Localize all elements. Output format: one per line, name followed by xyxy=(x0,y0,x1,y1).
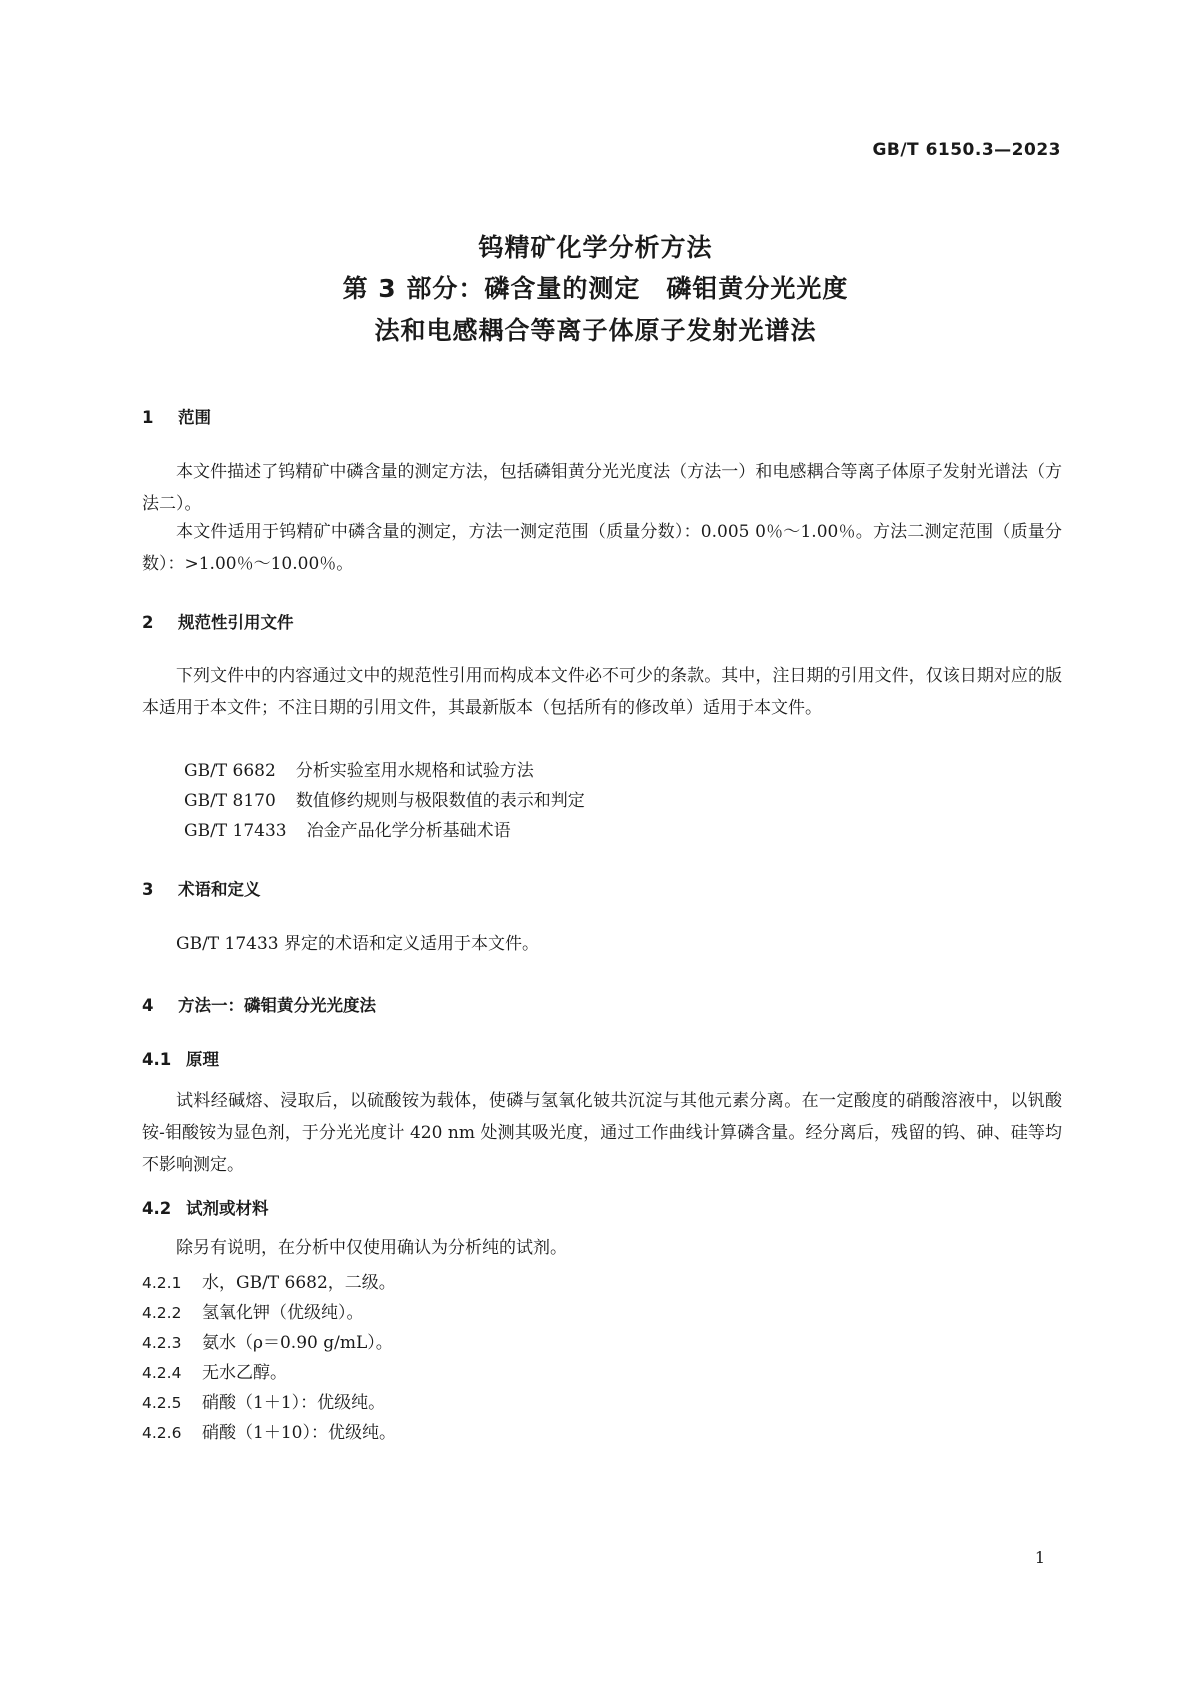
item-text: 水，GB/T 6682，二级。 xyxy=(202,1273,396,1293)
section-number: 4 xyxy=(142,996,154,1015)
reagent-item xyxy=(142,1418,396,1443)
section-title: 范围 xyxy=(178,408,211,427)
section-title: 试剂或材料 xyxy=(186,1199,269,1218)
section-title: 规范性引用文件 xyxy=(178,613,294,632)
section-number: 4.2 xyxy=(142,1199,172,1218)
section-1-paragraph-1: 本文件描述了钨精矿中磷含量的测定方法，包括磷钼黄分光光度法（方法一）和电感耦合等离子体原子发射光谱法（方法二）。 xyxy=(142,462,1062,514)
reagent-item xyxy=(142,1358,287,1383)
reagent-item xyxy=(142,1268,396,1293)
reagent-item xyxy=(142,1298,364,1323)
section-title: 原理 xyxy=(186,1050,219,1069)
section-number: 1 xyxy=(142,408,154,427)
item-number: 4.2.2 xyxy=(142,1304,182,1322)
section-title: 术语和定义 xyxy=(178,880,261,899)
reference-code: GB/T 6682 xyxy=(184,761,276,781)
section-4-2-heading xyxy=(142,1195,269,1219)
document-title-line-2: 第 3 部分：磷含量的测定 磷钼黄分光光度 xyxy=(342,274,849,303)
section-number: 2 xyxy=(142,613,154,632)
item-number: 4.2.4 xyxy=(142,1364,182,1382)
item-text: 无水乙醇。 xyxy=(202,1363,287,1383)
item-number: 4.2.3 xyxy=(142,1334,182,1352)
item-text: 硝酸（1＋10）：优级纯。 xyxy=(202,1423,396,1443)
section-number: 3 xyxy=(142,880,154,899)
item-text: 氢氧化钾（优级纯）。 xyxy=(202,1303,364,1323)
section-title: 方法一：磷钼黄分光光度法 xyxy=(178,996,376,1015)
section-number: 4.1 xyxy=(142,1050,172,1069)
section-2-paragraph-1: 下列文件中的内容通过文中的规范性引用而构成本文件必不可少的条款。其中，注日期的引用文件，仅该日期对应的版本适用于本文件；不注日期的引用文件，其最新版本（包括所有的修改单）适用于本文件。 xyxy=(142,666,1062,718)
item-number: 4.2.5 xyxy=(142,1394,182,1412)
reference-code: GB/T 8170 xyxy=(184,791,276,811)
section-3-paragraph-1: GB/T 17433 界定的术语和定义适用于本文件。 xyxy=(176,934,540,954)
reference-code: GB/T 17433 xyxy=(184,821,287,841)
reference-title: 数值修约规则与极限数值的表示和判定 xyxy=(295,791,585,811)
item-text: 氨水（ρ＝0.90 g/mL）。 xyxy=(202,1333,393,1353)
reference-title: 冶金产品化学分析基础术语 xyxy=(306,821,511,841)
section-4-2-paragraph-1: 除另有说明，在分析中仅使用确认为分析纯的试剂。 xyxy=(176,1238,567,1258)
page-number: 1 xyxy=(1034,1548,1045,1567)
section-3-heading xyxy=(142,876,261,900)
normative-reference xyxy=(184,816,511,841)
section-4-heading xyxy=(142,992,376,1016)
section-4-1-paragraph-1: 试料经碱熔、浸取后，以硫酸铵为载体，使磷与氢氧化铍共沉淀与其他元素分离。在一定酸度的硝酸溶液中，以钒酸铵-钼酸铵为显色剂，于分光光度计 420 nm 处测其吸光度，通过工作曲线计算磷含量。经分离后，残留的钨、砷、硅等均不影响测定。 xyxy=(142,1091,1062,1175)
document-title-line-1: 钨精矿化学分析方法 xyxy=(478,233,713,262)
normative-reference xyxy=(184,786,585,811)
section-4-1-heading xyxy=(142,1046,219,1070)
standard-code: GB/T 6150.3—2023 xyxy=(872,140,1061,160)
normative-reference xyxy=(184,756,534,781)
reagent-item xyxy=(142,1388,385,1413)
section-2-heading xyxy=(142,609,294,633)
document-title-line-3: 法和电感耦合等离子体原子发射光谱法 xyxy=(374,316,817,345)
section-1-heading xyxy=(142,404,211,428)
reference-title: 分析实验室用水规格和试验方法 xyxy=(295,761,534,781)
reagent-item xyxy=(142,1328,393,1353)
item-text: 硝酸（1＋1）：优级纯。 xyxy=(202,1393,386,1413)
item-number: 4.2.1 xyxy=(142,1274,182,1292)
item-number: 4.2.6 xyxy=(142,1424,182,1442)
section-1-paragraph-2: 本文件适用于钨精矿中磷含量的测定，方法一测定范围（质量分数）：0.005 0％～1.00％。方法二测定范围（质量分数）：>1.00％～10.00％。 xyxy=(142,522,1062,574)
